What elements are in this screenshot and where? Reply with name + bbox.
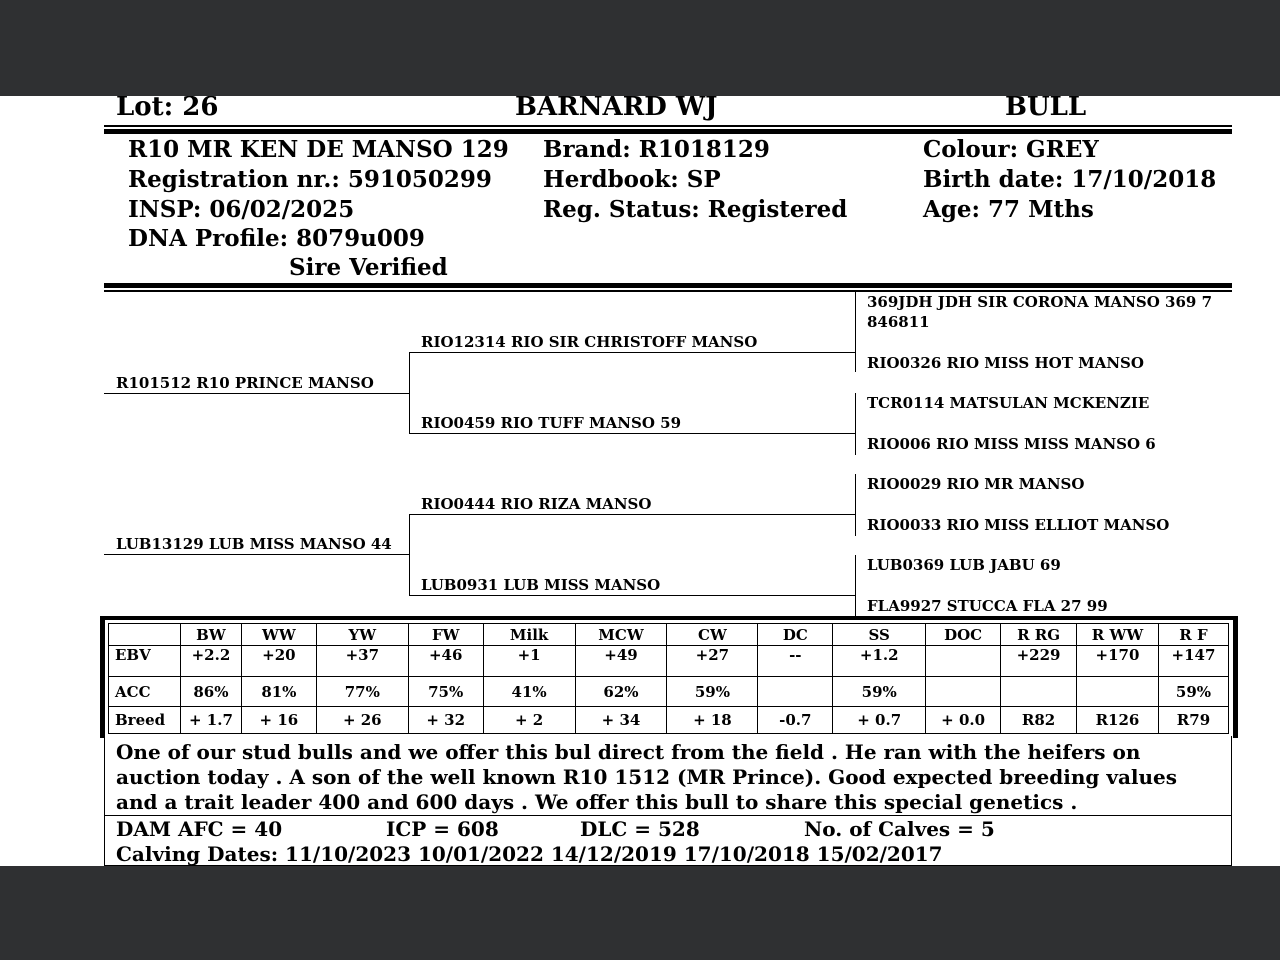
pedigree-dds: LUB0369 LUB JABU 69 bbox=[867, 556, 1061, 574]
ebv-cell: -- bbox=[758, 646, 833, 677]
ebv-cell: +147 bbox=[1158, 646, 1228, 677]
pedigree-sire: R101512 R10 PRINCE MANSO bbox=[116, 374, 374, 392]
remarks-divider bbox=[104, 815, 1232, 816]
animal-name: R10 MR KEN DE MANSO 129 bbox=[128, 136, 509, 163]
ebv-col-header: DOC bbox=[926, 624, 1001, 646]
breed-cell: R126 bbox=[1077, 707, 1159, 734]
dam-afc: DAM AFC = 40 bbox=[116, 817, 283, 841]
acc-cell bbox=[1077, 677, 1159, 707]
breed-cell: + 34 bbox=[575, 707, 667, 734]
pedigree-bracket-ds bbox=[855, 474, 856, 536]
pedigree-dam: LUB13129 LUB MISS MANSO 44 bbox=[116, 535, 392, 553]
info-rule-thick bbox=[104, 283, 1232, 288]
age: Age: 77 Mths bbox=[923, 196, 1094, 223]
pedigree-sss: 369JDH JDH SIR CORONA MANSO 369 7 bbox=[867, 293, 1212, 311]
pedigree-sss-line2: 846811 bbox=[867, 313, 930, 331]
pedigree-line-ds bbox=[409, 514, 856, 515]
herdbook: Herdbook: SP bbox=[543, 166, 721, 193]
acc-cell: 59% bbox=[667, 677, 758, 707]
pedigree-sire-dam: RIO0459 RIO TUFF MANSO 59 bbox=[421, 414, 682, 432]
breed-cell: + 1.7 bbox=[180, 707, 241, 734]
sire-verified: Sire Verified bbox=[289, 254, 448, 281]
ebv-col-header: R F bbox=[1158, 624, 1228, 646]
animal-category: BULL bbox=[1005, 96, 1087, 122]
acc-cell bbox=[1001, 677, 1077, 707]
ebv-col-header: MCW bbox=[575, 624, 667, 646]
ebv-frame-top bbox=[100, 616, 1238, 620]
ebv-cell: +37 bbox=[316, 646, 408, 677]
dlc: DLC = 528 bbox=[580, 817, 700, 841]
pedigree-line-sd bbox=[409, 433, 856, 434]
registration-number: Registration nr.: 591050299 bbox=[128, 166, 492, 193]
breed-row bbox=[109, 707, 1229, 734]
breed-cell: + 2 bbox=[483, 707, 575, 734]
acc-cell: 41% bbox=[483, 677, 575, 707]
ebv-table bbox=[108, 623, 1229, 734]
acc-cell: 86% bbox=[180, 677, 241, 707]
breed-cell: R82 bbox=[1001, 707, 1077, 734]
ebv-header-row bbox=[109, 624, 1229, 646]
pedigree-ddd: FLA9927 STUCCA FLA 27 99 bbox=[867, 597, 1108, 615]
breed-cell: + 16 bbox=[241, 707, 316, 734]
ebv-col-header: R RG bbox=[1001, 624, 1077, 646]
dna-profile: DNA Profile: 8079u009 bbox=[128, 225, 425, 252]
ebv-row-label: EBV bbox=[109, 646, 181, 677]
pedigree-bracket-dam bbox=[409, 514, 410, 596]
pedigree-dam-sire: RIO0444 RIO RIZA MANSO bbox=[421, 495, 652, 513]
header-rule-thin bbox=[104, 125, 1232, 127]
ebv-frame-left bbox=[100, 616, 105, 738]
icp: ICP = 608 bbox=[386, 817, 499, 841]
ebv-row-label: Breed bbox=[109, 707, 181, 734]
colour: Colour: GREY bbox=[923, 136, 1099, 163]
calving-dates: Calving Dates: 11/10/2023 10/01/2022 14/12/2019 17/10/2018 15/02/2017 bbox=[116, 842, 943, 866]
pedigree-sdd: RIO006 RIO MISS MISS MANSO 6 bbox=[867, 435, 1156, 453]
acc-cell bbox=[758, 677, 833, 707]
pedigree-dsd: RIO0033 RIO MISS ELLIOT MANSO bbox=[867, 516, 1170, 534]
header-rule-thick bbox=[104, 129, 1232, 134]
pedigree-bracket-dd bbox=[855, 555, 856, 617]
seller-name: BARNARD WJ bbox=[515, 96, 718, 122]
ebv-row-label: ACC bbox=[109, 677, 181, 707]
breed-cell: + 18 bbox=[667, 707, 758, 734]
breed-cell: R79 bbox=[1158, 707, 1228, 734]
ebv-col-header: SS bbox=[833, 624, 926, 646]
pedigree-sire-sire: RIO12314 RIO SIR CHRISTOFF MANSO bbox=[421, 333, 758, 351]
remarks-border-right bbox=[1231, 736, 1232, 866]
acc-cell: 59% bbox=[1158, 677, 1228, 707]
ebv-col-header: WW bbox=[241, 624, 316, 646]
ebv-col-header: FW bbox=[408, 624, 483, 646]
breed-cell: + 0.7 bbox=[833, 707, 926, 734]
acc-cell bbox=[926, 677, 1001, 707]
pedigree-sds: TCR0114 MATSULAN MCKENZIE bbox=[867, 394, 1150, 412]
pedigree-line-dd bbox=[409, 595, 856, 596]
ebv-cell bbox=[926, 646, 1001, 677]
acc-cell: 77% bbox=[316, 677, 408, 707]
pedigree-line-dam bbox=[104, 554, 410, 555]
breed-cell: + 26 bbox=[316, 707, 408, 734]
ebv-cell: +170 bbox=[1077, 646, 1159, 677]
birth-date: Birth date: 17/10/2018 bbox=[923, 166, 1217, 193]
ebv-cell: +1.2 bbox=[833, 646, 926, 677]
ebv-col-header: CW bbox=[667, 624, 758, 646]
inspection-date: INSP: 06/02/2025 bbox=[128, 196, 355, 223]
ebv-cell: +27 bbox=[667, 646, 758, 677]
breed-cell: + 0.0 bbox=[926, 707, 1001, 734]
ebv-cell: +20 bbox=[241, 646, 316, 677]
acc-cell: 62% bbox=[575, 677, 667, 707]
pedigree-bracket-sire bbox=[409, 352, 410, 434]
lot-page bbox=[0, 96, 1280, 866]
pedigree-line-sire bbox=[104, 393, 410, 394]
pedigree-dss: RIO0029 RIO MR MANSO bbox=[867, 475, 1085, 493]
acc-cell: 75% bbox=[408, 677, 483, 707]
acc-cell: 59% bbox=[833, 677, 926, 707]
ebv-cell: +1 bbox=[483, 646, 575, 677]
ebv-cell: +49 bbox=[575, 646, 667, 677]
ebv-frame-right bbox=[1233, 616, 1238, 738]
info-rule-thin bbox=[104, 290, 1232, 292]
acc-cell: 81% bbox=[241, 677, 316, 707]
lot-number: Lot: 26 bbox=[116, 96, 219, 122]
remarks-border-left bbox=[104, 736, 105, 866]
pedigree-ssd: RIO0326 RIO MISS HOT MANSO bbox=[867, 354, 1144, 372]
number-of-calves: No. of Calves = 5 bbox=[804, 817, 995, 841]
acc-row bbox=[109, 677, 1229, 707]
brand: Brand: R1018129 bbox=[543, 136, 770, 163]
pedigree-dam-dam: LUB0931 LUB MISS MANSO bbox=[421, 576, 661, 594]
ebv-row bbox=[109, 646, 1229, 677]
ebv-col-header bbox=[109, 624, 181, 646]
ebv-cell: +229 bbox=[1001, 646, 1077, 677]
pedigree-bracket-ss bbox=[855, 292, 856, 372]
ebv-col-header: YW bbox=[316, 624, 408, 646]
ebv-col-header: R WW bbox=[1077, 624, 1159, 646]
breed-cell: -0.7 bbox=[758, 707, 833, 734]
ebv-col-header: BW bbox=[180, 624, 241, 646]
ebv-cell: +2.2 bbox=[180, 646, 241, 677]
breed-cell: + 32 bbox=[408, 707, 483, 734]
remarks-text: One of our stud bulls and we offer this bul direct from the field . He ran with the heifers on auction today . A son of the well known R10 1512 (MR Prince). Good expected breeding values and a trait leader 400 and 600 days . We offer this bull to share this special genetics . bbox=[116, 740, 1178, 814]
ebv-cell: +46 bbox=[408, 646, 483, 677]
ebv-col-header: DC bbox=[758, 624, 833, 646]
pedigree-bracket-sd bbox=[855, 393, 856, 455]
pedigree-line-ss bbox=[409, 352, 856, 353]
registration-status: Reg. Status: Registered bbox=[543, 196, 848, 223]
ebv-col-header: Milk bbox=[483, 624, 575, 646]
